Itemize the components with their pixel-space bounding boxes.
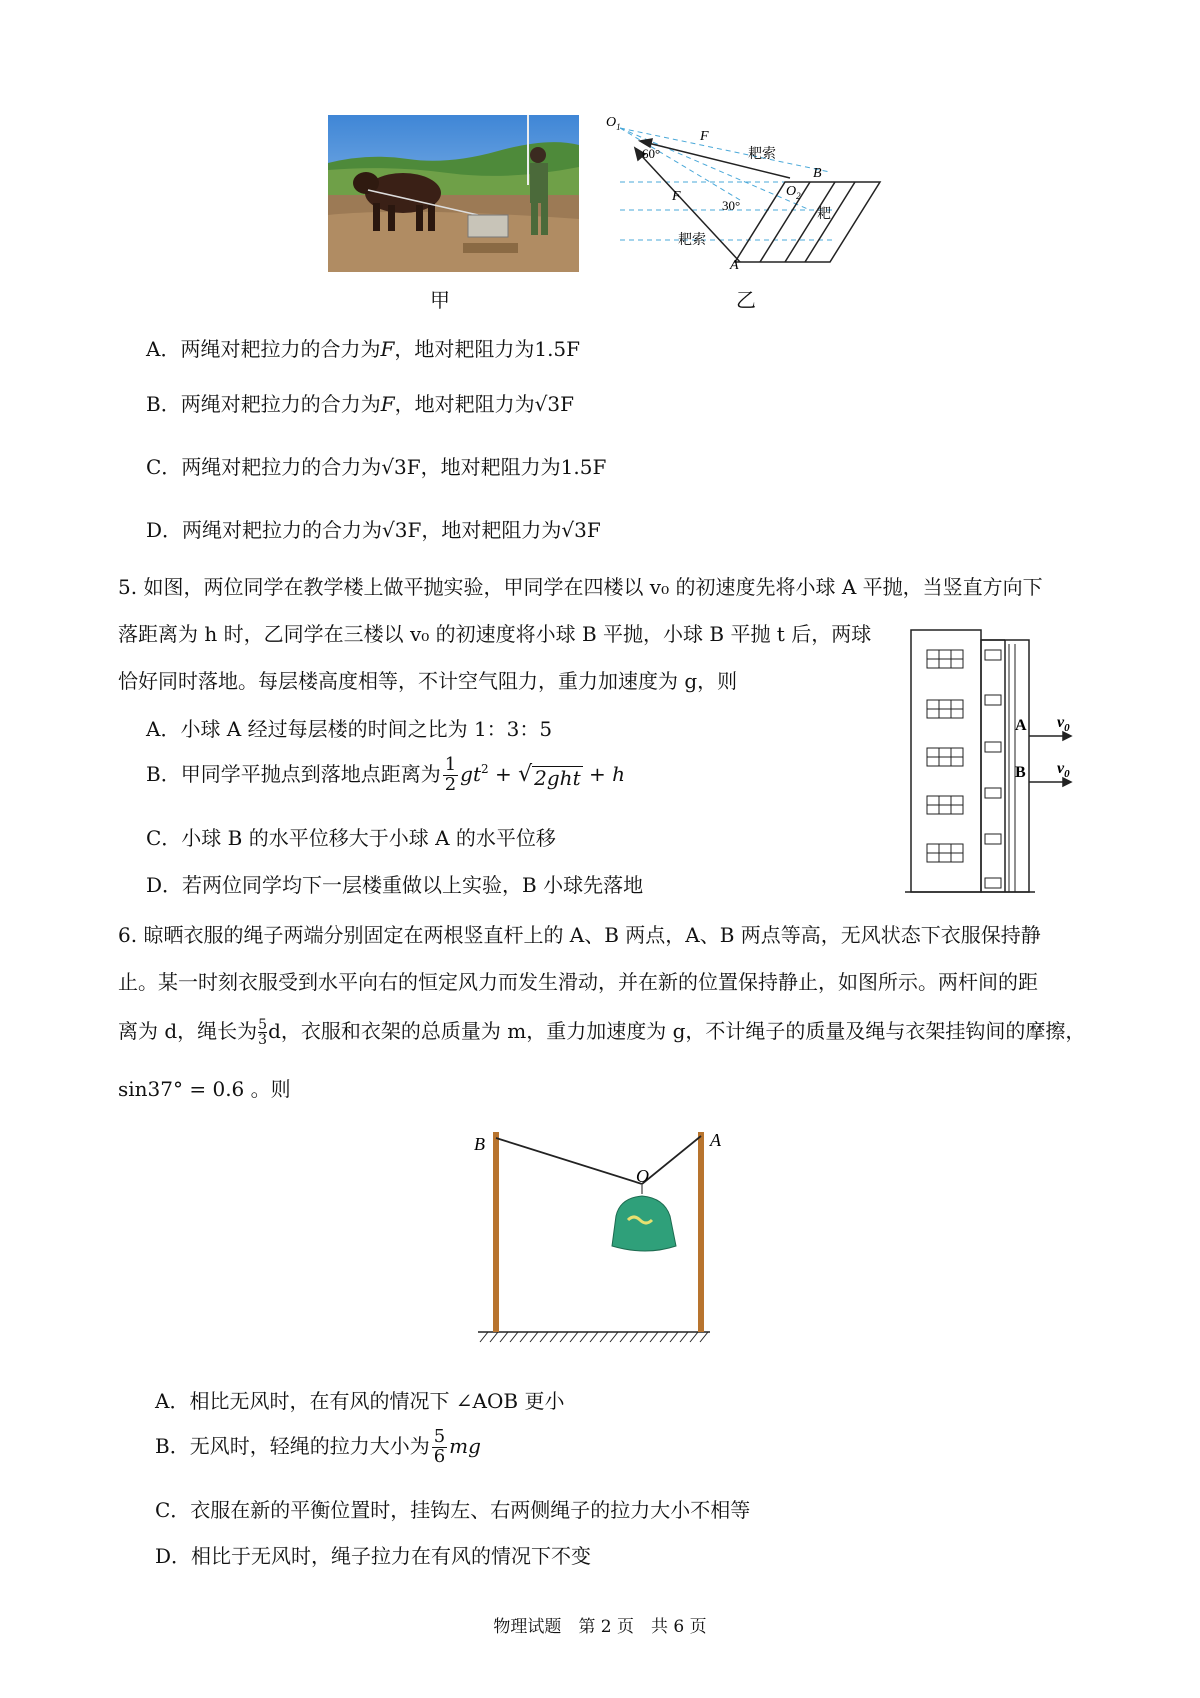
q6-stem-line4: sin37° = 0.6 。则 (118, 1077, 291, 1101)
clothesline-figure (470, 1120, 740, 1350)
q6-option-b: B．无风时，轻绳的拉力大小为 $\frac{5}{6}$ mg (155, 1426, 481, 1467)
figure-yi-caption: 乙 (736, 288, 756, 312)
page-footer: 物理试题 第 2 页 共 6 页 (493, 1617, 707, 1637)
q5-option-b: B．甲同学平抛点到落地点距离为 $\frac{1}{2}$ $gt^2$ + √ 2ght + h (146, 754, 625, 795)
label-point-o: O (636, 1166, 649, 1186)
q5-stem-line2: 落距离为 h 时，乙同学在三楼以 v₀ 的初速度将小球 B 平抛，小球 B 平抛 t 后，两球 (118, 622, 872, 646)
label-rope-lower: 耙索 (678, 232, 706, 248)
q4-option-c: C．两绳对耙拉力的合力为√3F，地对耙阻力为1.5F (146, 455, 607, 479)
q4-option-d: D．两绳对耙拉力的合力为√3F，地对耙阻力为√3F (146, 518, 601, 542)
label-point-a: A (730, 258, 739, 273)
label-point-b: B (474, 1134, 485, 1154)
label-v0-b: $v_0$ (1057, 760, 1070, 780)
label-ball-a: A (1015, 717, 1027, 734)
q5-option-a: A．小球 A 经过每层楼的时间之比为 1：3：5 (146, 717, 553, 741)
ox-plough-photo (328, 115, 579, 272)
q5-option-d: D．若两位同学均下一层楼重做以上实验，B 小球先落地 (146, 873, 644, 897)
q4-option-a: A．两绳对耙拉力的合力为F，地对耙阻力为1.5F (146, 337, 581, 361)
harrow-frame (735, 182, 880, 262)
label-ball-b: B (1015, 764, 1026, 781)
label-f-upper: F (700, 129, 709, 144)
label-o2: $O_2$ (786, 184, 801, 201)
q5-stem-line1: 5. 如图，两位同学在教学楼上做平抛实验，甲同学在四楼以 v₀ 的初速度先将小球 A 平抛，当竖直方向下 (118, 575, 1043, 599)
q6-option-d: D．相比于无风时，绳子拉力在有风的情况下不变 (155, 1544, 592, 1568)
q6-option-a: A．相比无风时，在有风的情况下 ∠AOB 更小 (155, 1389, 565, 1413)
q5-stem-line3: 恰好同时落地。每层楼高度相等，不计空气阻力，重力加速度为 g，则 (118, 669, 738, 693)
label-v0-a: $v_0$ (1057, 714, 1070, 734)
label-harrow: 耙 (817, 206, 831, 222)
label-point-b: B (813, 166, 822, 181)
q4-option-b: B．两绳对耙拉力的合力为F，地对耙阻力为√3F (146, 392, 574, 416)
building-figure (905, 620, 1085, 900)
label-rope-upper: 耙索 (748, 146, 776, 162)
q6-stem-line1: 6. 晾晒衣服的绳子两端分别固定在两根竖直杆上的 A、B 两点，A、B 两点等高，无风状态下衣服保持静 (118, 923, 1041, 947)
building-windows (927, 650, 963, 862)
label-f-lower: F (672, 189, 681, 204)
q5-option-c: C．小球 B 的水平位移大于小球 A 的水平位移 (146, 826, 556, 850)
rope (496, 1136, 701, 1184)
label-point-a: A (710, 1130, 721, 1150)
q6-option-c: C．衣服在新的平衡位置时，挂钩左、右两侧绳子的拉力大小不相等 (155, 1498, 751, 1522)
q6-stem-line3: 离为 d，绳长为 $\frac{5}{3}d$，衣服和衣架的总质量为 m，重力加速度为 g，不计绳子的质量及绳与衣架挂钩间的摩擦， (118, 1017, 1086, 1048)
pole-left (493, 1132, 499, 1332)
pole-right (698, 1132, 704, 1332)
label-angle-60: 60° (642, 146, 661, 161)
label-angle-30: 30° (722, 198, 741, 213)
label-o1: $O_1$ (606, 115, 621, 132)
harrow-force-diagram (600, 112, 890, 282)
q6-stem-line2: 止。某一时刻衣服受到水平向右的恒定风力而发生滑动，并在新的位置保持静止，如图所示。两杆间的距 (118, 970, 1038, 994)
balcony-railings (985, 644, 1015, 892)
figure-jia-caption: 甲 (430, 288, 450, 312)
